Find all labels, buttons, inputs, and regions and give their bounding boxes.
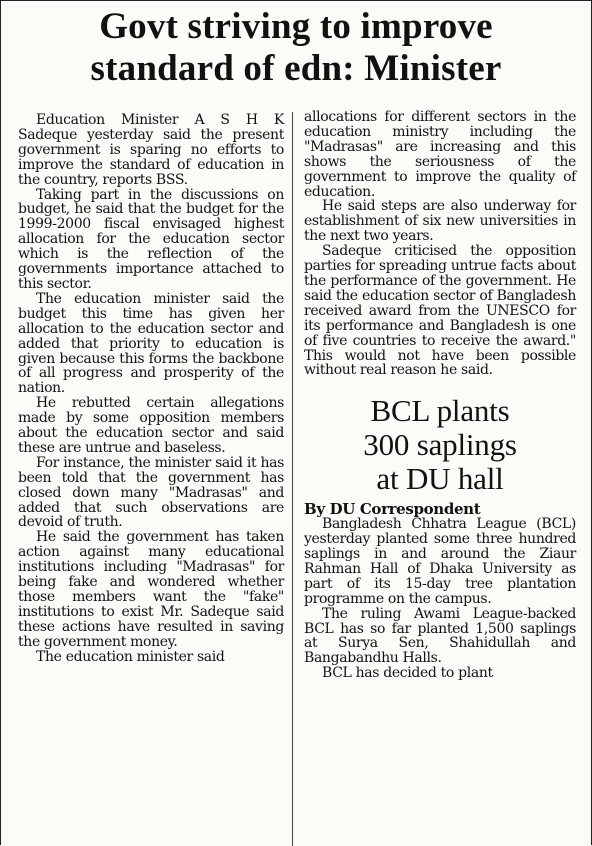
page-title <box>0 6 592 90</box>
article-paragraph: He said steps are also underway for establishment of six new universities in the next two years. <box>304 198 576 245</box>
article-paragraph: Sadeque criticised the opposition parties for spreading untrue facts about the performance of the government. He said the education sector of Bangladesh received award from the UNESCO for its performance and Bangladesh is one of five countries to receive the award." This would not have been possible without real reason he said. <box>304 243 576 379</box>
article-paragraph: allocations for different sectors in the education ministry including the "Madrasas" are increasing and this shows the seriousness of the government to improve the quality of education. <box>304 109 576 200</box>
article-paragraph: The education minister said the budget this time has given her allocation to the education sector and added that priority to education is given because this forms the backbone of all progress and prosperity of the nation. <box>18 290 284 397</box>
article-paragraph: For instance, the minister said it has been told that the government has closed down many "Madrasas" and added that such observations are devoid of truth. <box>18 454 284 531</box>
article-paragraph: The ruling Awami League-backed BCL has so far planted 1,500 saplings at Surya Sen, Shahidullah and Bangabandhu Halls. <box>304 605 576 667</box>
column-divider <box>292 112 293 846</box>
article-paragraph: BCL has decided to plant <box>322 665 493 682</box>
byline: By DU Correspondent <box>304 500 481 519</box>
headline-line-1: Govt striving to improve <box>99 6 493 47</box>
secondary-headline <box>304 394 576 496</box>
article-paragraph: Education Minister A S H K Sadeque yesterday said the present government is sparing no efforts to improve the standard of education in the country, reports BSS. <box>18 112 284 188</box>
secondary-headline-line-3: at DU hall <box>376 461 504 497</box>
article-paragraph: Taking part in the discussions on budget, he said that the budget for the 1999-2000 fiscal envisaged highest allocation for the education sector which is the reflection of the governments importance attached to this sector. <box>18 186 284 292</box>
article-paragraph: Bangladesh Chhatra League (BCL) yesterday planted some three hundred saplings in and around the Ziaur Rahman Hall of Dhaka University as part of its 15-day tree plantation programme on the campus. <box>304 516 576 607</box>
article-paragraph: He rebutted certain allegations made by some opposition members about the education sector and said these are untrue and baseless. <box>18 395 284 456</box>
article-paragraph: The education minister said <box>36 648 225 665</box>
secondary-headline-line-1: BCL plants <box>370 393 510 429</box>
secondary-headline-line-2: 300 saplings <box>363 427 517 463</box>
article-column-left <box>18 113 284 665</box>
article-column-right <box>304 110 576 681</box>
article-paragraph: He said the government has taken action against many educational institutions including "Madrasas" for being fake and wondered whether those members want the "fake" institutions to exist Mr. Sadeque said these actions have resulted in saving the government money. <box>18 529 284 650</box>
headline-line-2: standard of edn: Minister <box>90 48 502 89</box>
